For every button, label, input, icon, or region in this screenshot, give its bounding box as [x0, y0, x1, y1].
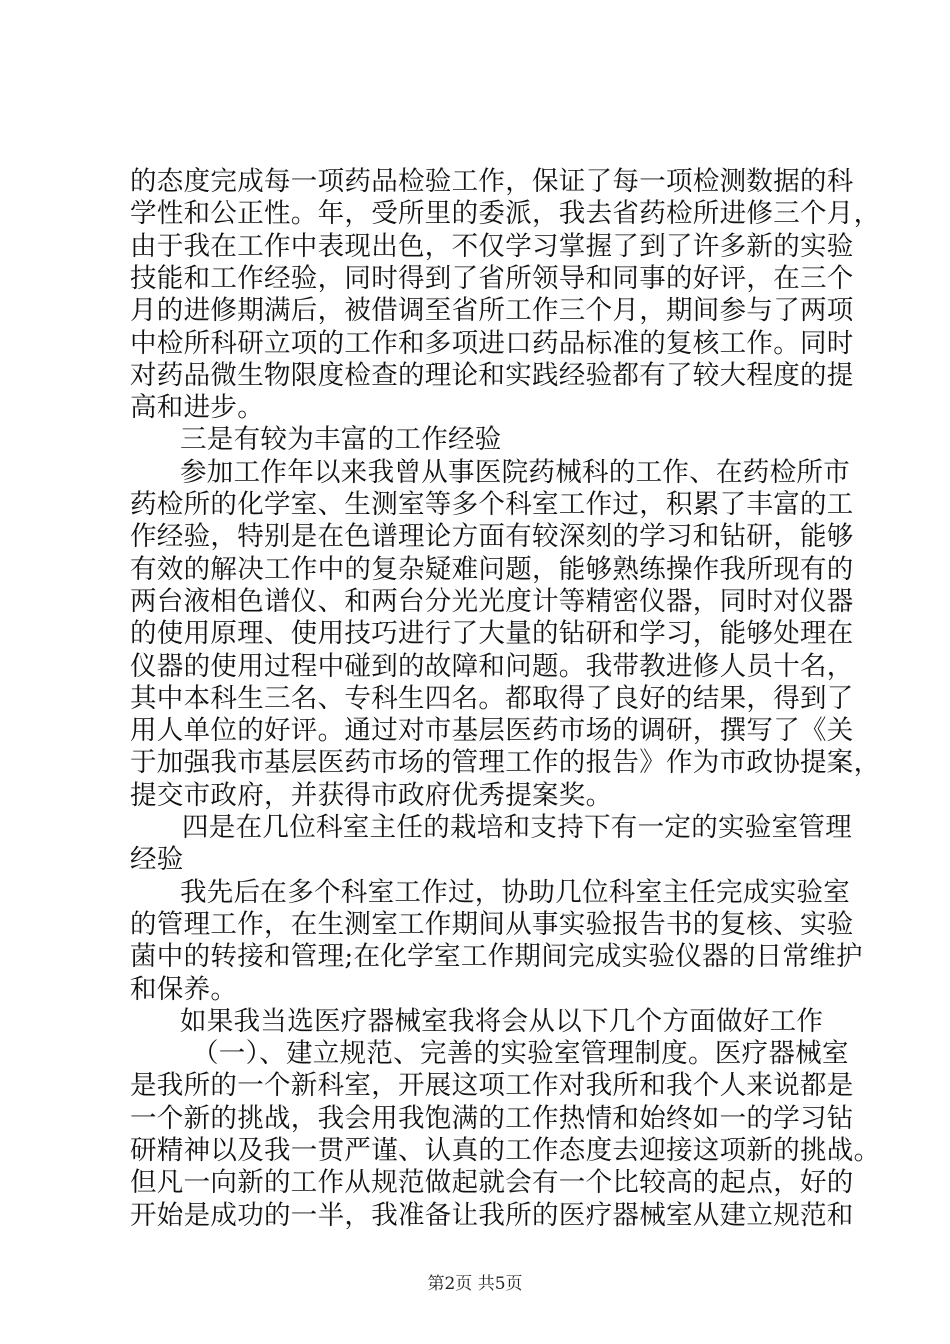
text-line: 药检所的化学室、生测室等多个科室工作过，积累了丰富的工: [130, 489, 854, 520]
text-line: 仪器的使用过程中碰到的故障和问题。我带教进修人员十名，: [130, 650, 854, 682]
text-line: 于加强我市基层医药市场的管理工作的报告》作为市政协提案，: [130, 747, 881, 779]
text-line: 作经验，特别是在色谱理论方面有较深刻的学习和钻研，能够: [130, 521, 854, 553]
text-line: 的态度完成每一项药品检验工作，保证了每一项检测数据的科: [130, 166, 854, 197]
page-footer: 第2页 共5页: [427, 1274, 523, 1294]
text-line: 由于我在工作中表现出色，不仅学习掌握了到了许多新的实验: [130, 230, 854, 262]
text-line: 学性和公正性。年，受所里的委派，我去省药检所进修三个月，: [130, 198, 881, 230]
text-line: 和保养。: [130, 973, 238, 1005]
text-line: 如果我当选医疗器械室我将会从以下几个方面做好工作: [180, 1005, 824, 1037]
text-line: 对药品微生物限度检查的理论和实践经验都有了较大程度的提: [130, 359, 854, 391]
text-line: 的使用原理、使用技巧进行了大量的钻研和学习，能够处理在: [130, 618, 854, 650]
text-line: 中检所科研立项的工作和多项进口药品标准的复核工作。同时: [130, 327, 854, 359]
text-line: 参加工作年以来我曾从事医院药械科的工作、在药检所市: [180, 456, 850, 488]
text-line: 但凡一向新的工作从规范做起就会有一个比较高的起点，好的: [130, 1167, 854, 1199]
text-line: 我先后在多个科室工作过，协助几位科室主任完成实验室: [180, 876, 850, 908]
text-line: 开始是成功的一半，我准备让我所的医疗器械室从建立规范和: [130, 1199, 854, 1231]
text-line: 有效的解决工作中的复杂疑难问题，能够熟练操作我所现有的: [130, 553, 854, 585]
text-line: 高和进步。: [130, 392, 264, 424]
text-line: 其中本科生三名、专科生四名。都取得了良好的结果，得到了: [130, 682, 854, 714]
text-line: 提交市政府，并获得市政府优秀提案奖。: [130, 779, 613, 811]
text-line: 四是在几位科室主任的栽培和支持下有一定的实验室管理: [182, 812, 852, 843]
text-line: 研精神以及我一贯严谨、认真的工作态度去迎接这项新的挑战。: [130, 1135, 881, 1166]
text-line: 三是有较为丰富的工作经验: [180, 424, 502, 456]
text-line: （一）、建立规范、完善的实验室管理制度。医疗器械室: [192, 1038, 849, 1070]
text-line: 月的进修期满后，被借调至省所工作三个月，期间参与了两项: [130, 295, 854, 327]
text-line: 一个新的挑战，我会用我饱满的工作热情和始终如一的学习钻: [130, 1102, 854, 1134]
text-line: 的管理工作，在生测室工作期间从事实验报告书的复核、实验: [130, 908, 854, 940]
text-line: 两台液相色谱仪、和两台分光光度计等精密仪器，同时对仪器: [130, 585, 854, 617]
text-line: 菌中的转接和管理;在化学室工作期间完成实验仪器的日常维护: [130, 941, 863, 973]
text-line: 用人单位的好评。通过对市基层医药市场的调研，撰写了《关: [130, 715, 854, 747]
text-line: 是我所的一个新科室，开展这项工作对我所和我个人来说都是: [130, 1070, 854, 1102]
text-line: 经验: [130, 844, 184, 876]
text-line: 技能和工作经验，同时得到了省所领导和同事的好评，在三个: [130, 262, 854, 294]
